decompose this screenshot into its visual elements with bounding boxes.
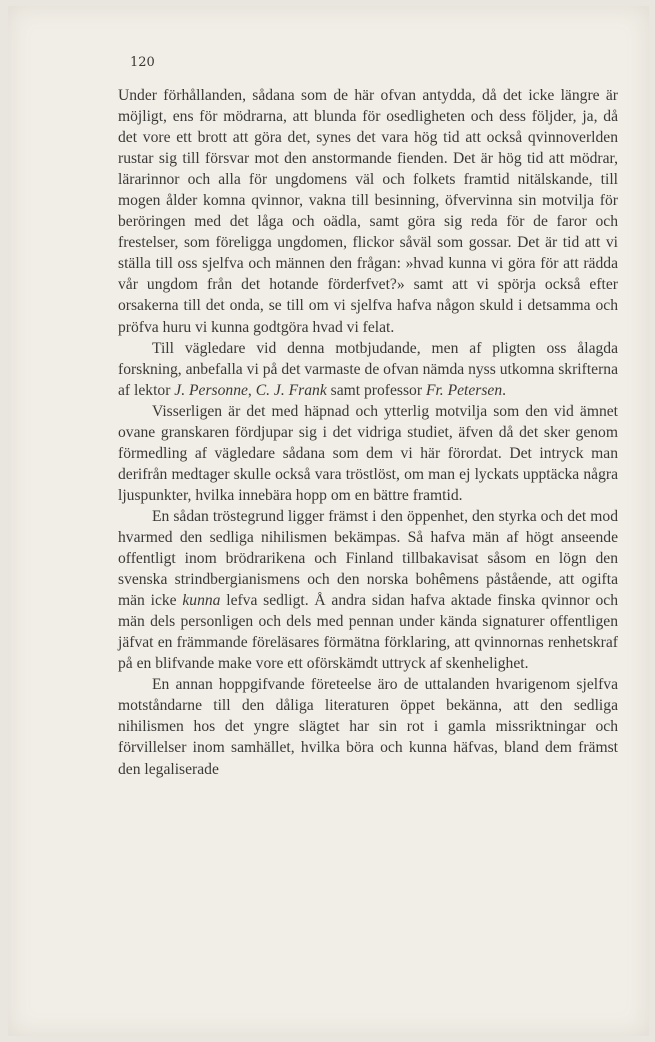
book-page <box>8 6 649 1036</box>
author-name-petersen: Fr. Petersen <box>425 381 503 399</box>
paragraph-3: Visserligen är det med häpnad och ytterlig motvilja som den vid ämnet ovane granskaren fördjupar sig i det vidriga studiet, äfven då det sker genom förmedling af vägledare sådana som dem vi här förordat. Det intryck man derifrån medtager skulle också vara tröstlöst, om man ej lyckats upptäcka några ljuspunkter, hvilka innebära hopp om en bättre framtid. <box>118 402 618 504</box>
author-name-frank: C. J. Frank <box>255 381 327 399</box>
emphasized-word: kunna <box>182 592 221 610</box>
author-name-personne: J. Personne <box>174 381 248 399</box>
paragraph-2: Till vägledare vid denna motbjudande, men af pligten oss ålagda forskning, anbefalla vi på det varmaste de ofvan nämda nyss utkomna skrifterna af lektor J. Personne, C. J. Frank samt professor Fr. Petersen. <box>118 339 618 399</box>
paragraph-5: En annan hoppgifvande företeelse äro de uttalanden hvarigenom sjelfva motståndarne till den dåliga literaturen öppet bekänna, att den sedliga nihilismen hos det yngre slägtet har sin rot i gamla missriktningar och förvillelser inom samhället, hvilka böra och kunna häfvas, bland dem främst den legaliserade <box>118 676 618 778</box>
page-number: 120 <box>130 55 155 70</box>
body-text <box>118 85 618 780</box>
paragraph-1: Under förhållanden, sådana som de här ofvan antydda, då det icke längre är möjligt, ens för mödrarna, att blunda för osedligheten och dess följder, ja, då det vore ett brott att göra det, synes det vara hög tid att också qvinnoverlden rustar sig till försvar mot den anstormande fienden. Det är hög tid att mödrar, lärarinnor och alla för ungdomens väl och folkets framtid nitälskande, till mogen ålder komna qvinnor, vakna till besinning, öfvervinna sin motvilja för beröringen med det låga och oädla, samt göra sig reda för de faror och frestelser, som föreligga ungdomen, flickor såväl som gossar. Det är tid att vi ställa till oss sjelfva och männen den frågan: »hvad kunna vi göra för att rädda vår ungdom från det hotande förderfvet?» samt att vi spörja också efter orsakerna till det onda, se till om vi sjelfva hafva någon skuld i detsamma och pröfva huru vi kunna godtgöra hvad vi felat. <box>118 87 618 336</box>
paragraph-4: En sådan tröstegrund ligger främst i den öppenhet, den styrka och det mod hvarmed den sedliga nihilismen bekämpas. Så hafva män af högt anseende offentligt inom brödrarikena och Finland tillbakavisat såsom en lögn den svenska strindbergianismens och den norska bohêmens påstående, att ogifta män icke kunna lefva sedligt. Å andra sidan hafva aktade finska qvinnor och män dels personligen och dels med pennan under kända signaturer offentligen jäfvat en främmande föreläsares förmätna förklaring, att qvinnornas renhetskraf på en blifvande make vore ett oförskämdt uttryck af skenhelighet. <box>118 507 619 673</box>
